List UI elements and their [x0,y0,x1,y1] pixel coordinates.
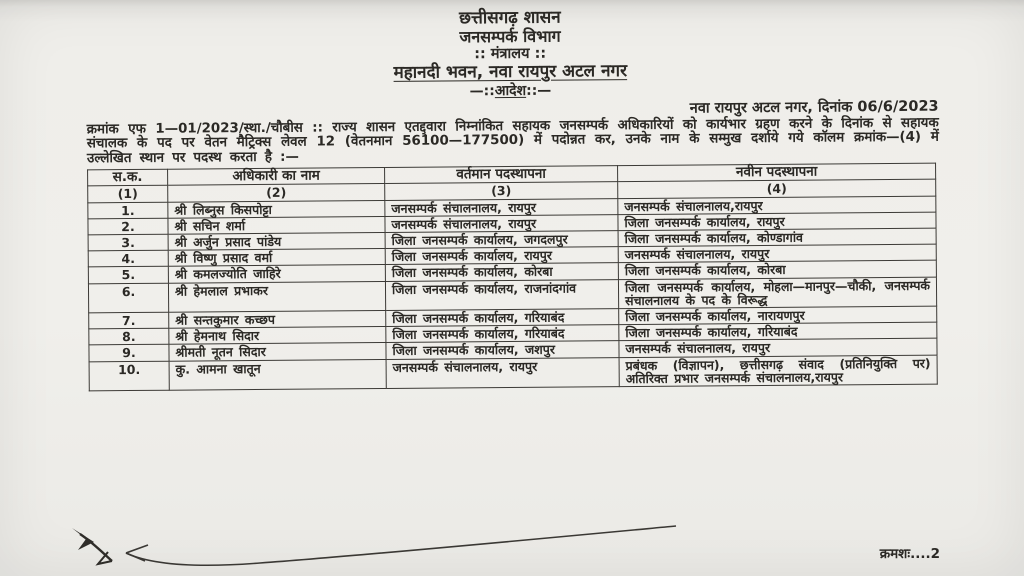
name-cell: श्री कमलज्योति जाहिरे [168,265,385,283]
new-posting-cell: जनसम्पर्क संचालनालय, रायपुर [619,339,937,358]
document-header [0,0,1022,103]
name-cell: श्री हेमनाथ सिदार [169,327,386,345]
new-posting-cell: जिला जनसम्पर्क कार्यालय, कोरबा [618,261,936,280]
serial-cell: 8. [89,328,169,345]
order-suffix: ::— [526,82,552,99]
column-number: (4) [618,180,936,199]
column-number: (1) [88,186,168,203]
new-posting-cell: जिला जनसम्पर्क कार्यालय, नारायणपुर [619,306,937,325]
header-officer-name: अधिकारी का नाम [168,168,385,186]
name-cell: श्री सन्तकुमार कच्छप [169,311,386,329]
order-prefix: —:: [469,83,495,100]
header-current-posting: वर्तमान पदस्थापना [385,166,618,184]
govt-title: छत्तीसगढ़ शासन [459,7,561,29]
new-posting-cell: जिला जनसम्पर्क कार्यालय, गरियाबंद [619,322,937,341]
current-posting-cell: जनसम्पर्क संचालनालय, रायपुर [386,357,619,388]
new-posting-cell: जनसम्पर्क संचालनालय, रायपुर [618,244,936,263]
serial-cell: 10. [89,361,169,391]
date-line: नवा रायपुर अटल नगर, दिनांक 06/6/2023 [689,98,939,117]
new-posting-cell: जिला जनसम्पर्क कार्यालय, कोण्डागांव [618,228,936,247]
new-posting-cell: जिला जनसम्पर्क कार्यालय, रायपुर [618,212,936,231]
name-cell: श्री सचिन शर्मा [168,216,385,234]
current-posting-cell: जिला जनसम्पर्क कार्यालय, जगदलपुर [385,231,618,249]
name-cell: श्री अर्जुन प्रसाद पांडेय [168,233,385,251]
current-posting-cell: जिला जनसम्पर्क कार्यालय, गरियाबंद [386,309,619,327]
serial-cell: 1. [88,202,168,219]
order-word: आदेश [494,82,527,100]
new-posting-cell: प्रबंधक (विज्ञापन), छत्तीसगढ़ संवाद (प्रतिनियुक्ति पर) अतिरिक्त प्रभार जनसम्पर्क संचालनालय,रायपुर [619,355,937,387]
column-number: (3) [385,182,618,200]
current-posting-cell: जनसम्पर्क संचालनालय, रायपुर [385,198,618,216]
current-posting-cell: जिला जनसम्पर्क कार्यालय, रायपुर [385,247,618,265]
serial-cell: 6. [88,283,168,313]
header-new-posting: नवीन पदस्थापना [618,163,936,182]
table-row [89,355,937,391]
serial-cell: 4. [88,250,168,267]
name-cell: श्री विष्णु प्रसाद वर्मा [168,249,385,267]
name-cell: श्री लिब्नुस किसपोट्टा [168,200,385,218]
address-line: महानदी भवन, नवा रायपुर अटल नगर [393,61,628,83]
serial-cell: 2. [88,218,168,235]
name-cell: श्री हेमलाल प्रभाकर [168,281,385,312]
officers-table [87,163,938,392]
current-posting-cell: जिला जनसम्पर्क कार्यालय, गरियाबंद [386,325,619,343]
new-posting-cell: जिला जनसम्पर्क कार्यालय, मोहला—मानपुर—चौकी, जनसम्पर्क संचालनालय के पद के विरूद्ध [618,277,936,309]
serial-cell: 7. [89,312,169,329]
column-number: (2) [168,184,385,202]
current-posting-cell: जिला जनसम्पर्क कार्यालय, जशपुर [386,341,619,359]
ministry-label: :: मंत्रालय :: [474,45,547,63]
current-posting-cell: जनसम्पर्क संचालनालय, रायपुर [385,214,618,232]
continuation-note: क्रमशः....2 [879,546,940,562]
header-serial: स.क. [88,169,168,186]
current-posting-cell: जिला जनसम्पर्क कार्यालय, कोरबा [385,263,618,281]
current-posting-cell: जिला जनसम्पर्क कार्यालय, राजनांदगांव [385,279,618,310]
order-paragraph: क्रमांक एफ 1—01/2023/स्था./चौबीस :: राज्य शासन एतद्द्वारा निम्नांकित सहायक जनसम्पर्क अधिकारियों को कार्यभार ग्रहण करने के दिनांक से सहायक संचालक के पद पर वेतन मैट्रिक्स लेवल 12 (वेतनमान 56100—177500) में पदोन्नत कर, उनके नाम के सम्मुख दर्शाये गये कॉलम क्रमांक—(4) में उल्लेखित स्थान पर पदस्थ करता है :— [86,115,939,167]
serial-cell: 5. [88,267,168,284]
new-posting-cell: जनसम्पर्क संचालनालय,रायपुर [618,196,936,215]
name-cell: कु. आमना खातून [169,359,386,390]
serial-cell: 9. [89,345,169,362]
name-cell: श्रीमती नूतन सिदार [169,343,386,361]
serial-cell: 3. [88,234,168,251]
department-title: जनसम्पर्क विभाग [459,26,561,47]
handwritten-arrow-mark [28,512,708,576]
